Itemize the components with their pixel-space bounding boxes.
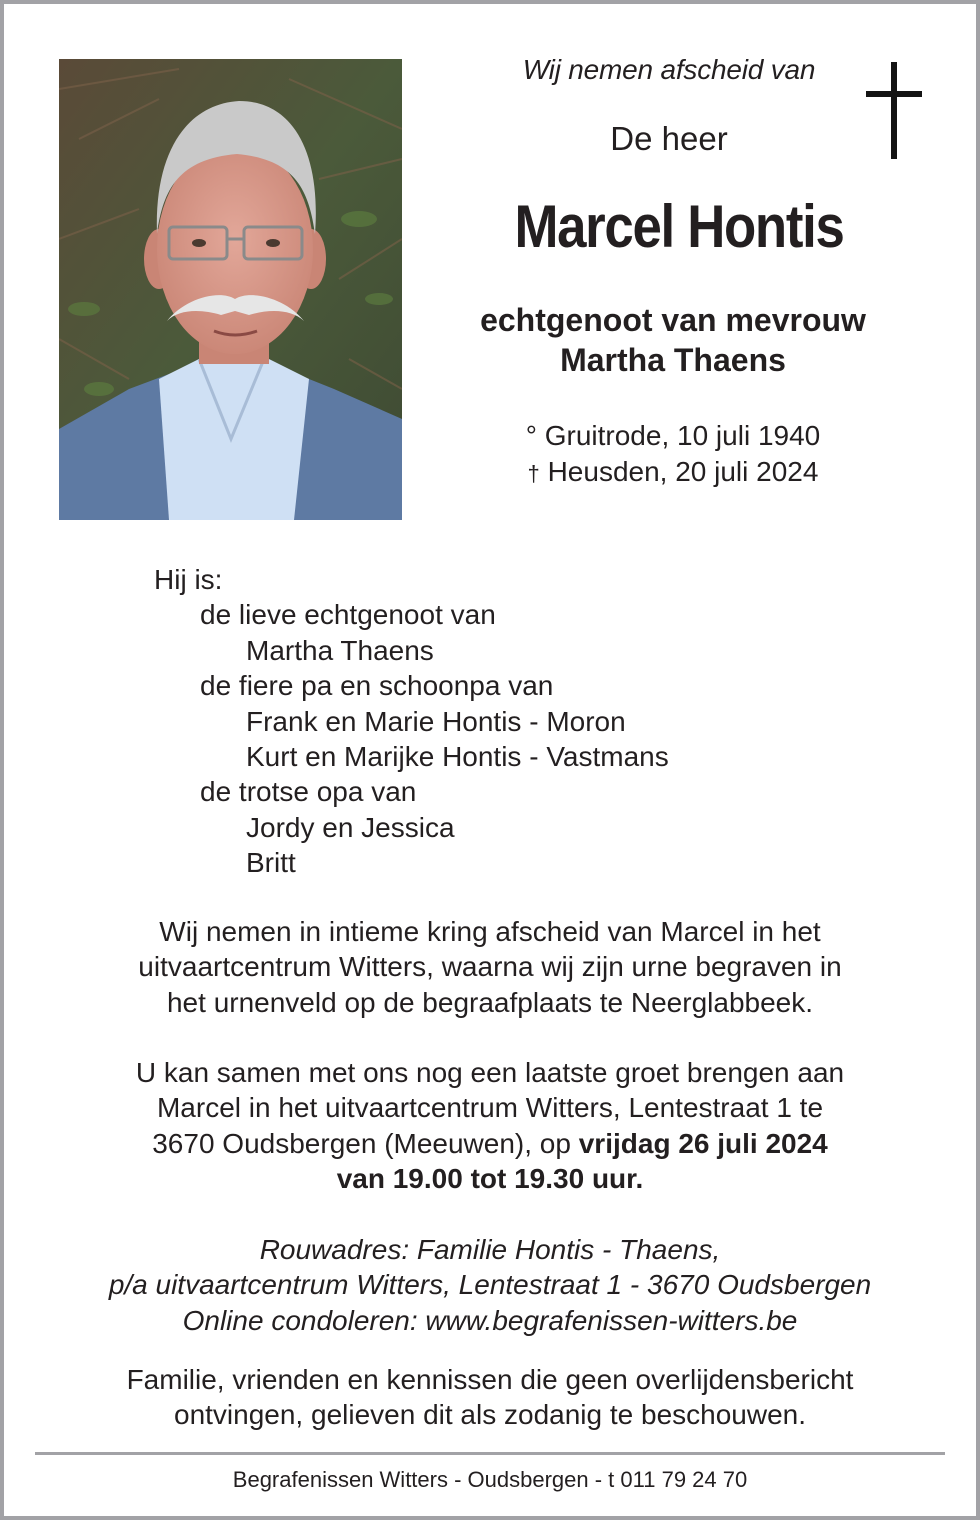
portrait-photo (59, 59, 402, 520)
visitation-line (24, 1126, 956, 1161)
visitation-date: vrijdag 26 juli 2024 (578, 1127, 828, 1159)
spouse-line-2: Martha Thaens (560, 342, 786, 378)
relation-label: de fiere pa en schoonpa van (200, 670, 554, 702)
ceremony-line: het urnenveld op de begraafplaats te Neerglabbeek. (166, 986, 814, 1018)
life-dates (428, 418, 918, 492)
family-heading: Hij is: (154, 564, 223, 595)
mourning-address (24, 1232, 956, 1338)
intro-text: Wij nemen afscheid van (522, 54, 816, 85)
closing-line: Familie, vrienden en kennissen die geen overlijdensbericht (126, 1364, 854, 1395)
family-member: Jordy en Jessica (246, 811, 455, 843)
closing-note (24, 1362, 956, 1433)
relation-label: de lieve echtgenoot van (200, 599, 496, 631)
family-member: Frank en Marie Hontis - Moron (246, 705, 626, 737)
family-list (154, 562, 669, 881)
death-text: Heusden, 20 juli 2024 (547, 456, 819, 487)
visitation-line: U kan samen met ons nog een laatste groet brengen aan (135, 1057, 845, 1088)
ceremony-line: uitvaartcentrum Witters, waarna wij zijn urne begraven in (138, 951, 842, 983)
birth-line (428, 418, 918, 454)
relation-label: de trotse opa van (200, 776, 417, 808)
family-member: Martha Thaens (246, 634, 434, 666)
visitation-location: 3670 Oudsbergen (Meeuwen), op (152, 1127, 579, 1159)
visitation-line: Marcel in het uitvaartcentrum Witters, Lentestraat 1 te (156, 1092, 824, 1124)
closing-line: ontvingen, gelieven dit als zodanig te beschouwen. (174, 1399, 806, 1431)
visitation-paragraph (24, 1055, 956, 1197)
ceremony-line: Wij nemen in intieme kring afscheid van Marcel in het (159, 916, 821, 947)
title-prefix: De heer (610, 120, 728, 157)
portrait-photo-icon (59, 59, 402, 520)
visitation-time: van 19.00 tot 19.30 uur. (336, 1163, 644, 1195)
obituary-card (4, 4, 976, 1516)
online-condolence-link[interactable]: Online condoleren: www.begrafenissen-witters.be (182, 1304, 798, 1336)
birth-symbol-icon: ° (525, 420, 537, 451)
address-line: Rouwadres: Familie Hontis - Thaens, (259, 1234, 721, 1265)
birth-text: Gruitrode, 10 juli 1940 (544, 420, 821, 451)
spouse-line-1: echtgenoot van mevrouw (480, 302, 866, 338)
deceased-name: Marcel Hontis (514, 193, 844, 260)
funeral-home-footer: Begrafenissen Witters - Oudsbergen - t 011 79 24 70 (232, 1467, 748, 1492)
ceremony-paragraph (24, 914, 956, 1020)
family-member: Kurt en Marijke Hontis - Vastmans (246, 741, 669, 773)
death-cross-icon: † (527, 461, 540, 486)
address-line: p/a uitvaartcentrum Witters, Lentestraat 1 - 3670 Oudsbergen (108, 1269, 872, 1301)
family-member: Britt (246, 847, 296, 879)
death-line (428, 454, 918, 492)
spouse-info (428, 300, 918, 380)
footer-divider (35, 1452, 945, 1455)
